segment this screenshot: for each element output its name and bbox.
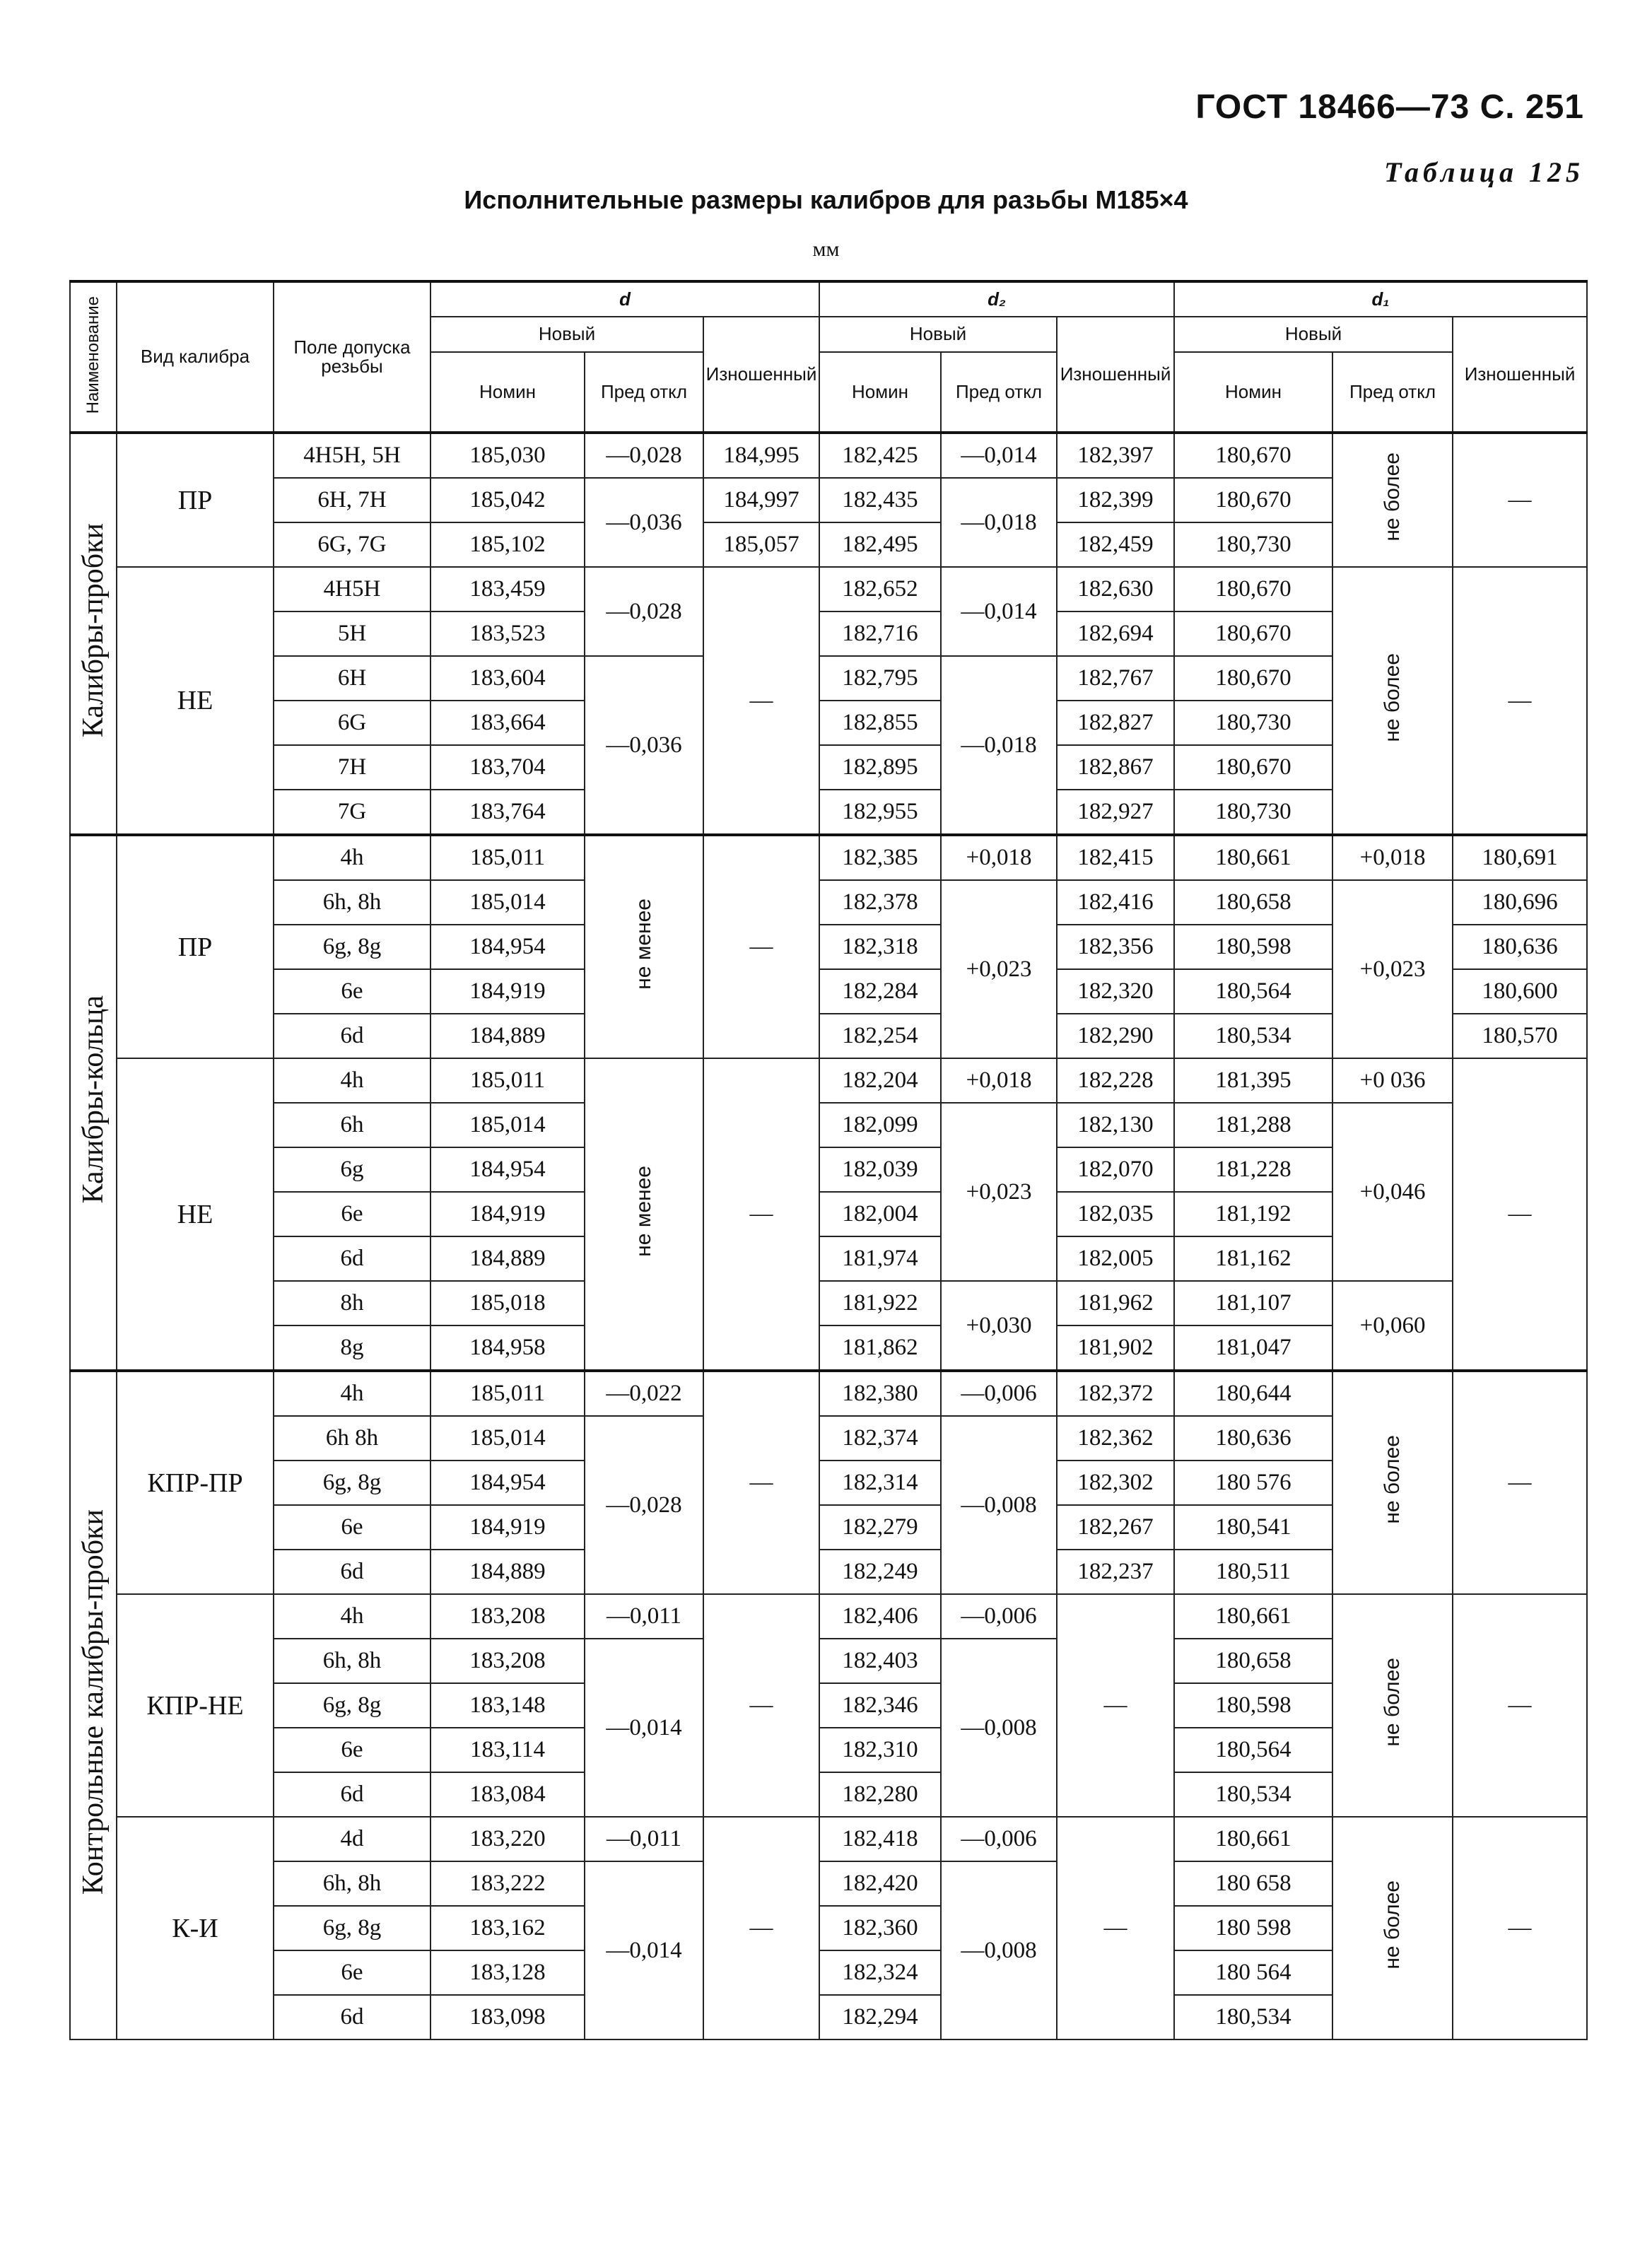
col-d2-nom: Номин [819, 352, 941, 433]
d-nom: 183,664 [430, 701, 585, 745]
pole-cell: 6h, 8h [274, 1861, 430, 1906]
d-nom: 183,222 [430, 1861, 585, 1906]
pole-cell: 6g, 8g [274, 1683, 430, 1728]
table-row [70, 1817, 1587, 1861]
d2-nom: 182,420 [819, 1861, 941, 1906]
d2-worn: 182,415 [1057, 835, 1174, 880]
d-worn: — [703, 1594, 819, 1817]
d2-pred: —0,006 [941, 1371, 1057, 1416]
d2-nom: 182,406 [819, 1594, 941, 1639]
pole-cell: 8h [274, 1281, 430, 1325]
d-nom: 184,889 [430, 1550, 585, 1594]
table-row [70, 1281, 1587, 1325]
pole-cell: 6e [274, 1728, 430, 1772]
pole-cell: 7H [274, 745, 430, 790]
d1-worn: 180,636 [1453, 925, 1587, 969]
pole-cell: 6e [274, 969, 430, 1014]
d2-pred: —0,008 [941, 1639, 1057, 1817]
d1-worn: 180,691 [1453, 835, 1587, 880]
d-worn: 185,057 [703, 522, 819, 567]
d-pred: —0,011 [585, 1817, 703, 1861]
vid-label: К-И [117, 1817, 274, 2039]
d2-worn: 182,228 [1057, 1058, 1174, 1103]
col-d-pred: Пред откл [585, 352, 703, 433]
d1-nom: 180,658 [1174, 1639, 1332, 1683]
pole-cell: 6d [274, 1995, 430, 2039]
d1-nom: 181,047 [1174, 1325, 1332, 1371]
d1-nom: 181,192 [1174, 1192, 1332, 1236]
col-pole: Поле допуска резьбы [274, 281, 430, 433]
d2-nom: 181,974 [819, 1236, 941, 1281]
d2-nom: 182,374 [819, 1416, 941, 1461]
d-nom: 185,011 [430, 835, 585, 880]
col-d-nom: Номин [430, 352, 585, 433]
d1-nom: 180,644 [1174, 1371, 1332, 1416]
d-nom: 185,014 [430, 1103, 585, 1147]
d2-worn: 182,459 [1057, 522, 1174, 567]
col-vid: Вид калибра [117, 281, 274, 433]
d1-nom: 180,598 [1174, 1683, 1332, 1728]
d2-worn: — [1057, 1594, 1174, 1817]
d-nom: 183,208 [430, 1594, 585, 1639]
table-row [70, 1103, 1587, 1147]
d2-nom: 182,318 [819, 925, 941, 969]
d-pred: —0,028 [585, 1416, 703, 1594]
d2-pred: —0,014 [941, 433, 1057, 478]
table-number: Таблица 125 [1384, 156, 1584, 188]
d1-worn: — [1453, 1594, 1587, 1817]
d1-worn: — [1453, 1817, 1587, 2039]
d-nom: 184,958 [430, 1325, 585, 1371]
vid-label: ПР [117, 835, 274, 1058]
d1-nom: 181,107 [1174, 1281, 1332, 1325]
d-nom: 184,919 [430, 1192, 585, 1236]
d-nom: 184,954 [430, 925, 585, 969]
d2-pred: +0,023 [941, 880, 1057, 1058]
d2-worn: 181,962 [1057, 1281, 1174, 1325]
d2-worn: 182,302 [1057, 1461, 1174, 1505]
d-nom: 185,011 [430, 1371, 585, 1416]
d2-nom: 182,004 [819, 1192, 941, 1236]
d1-nom: 181,162 [1174, 1236, 1332, 1281]
d2-worn: 182,372 [1057, 1371, 1174, 1416]
d1-nom: 180,730 [1174, 701, 1332, 745]
pole-cell: 6g, 8g [274, 1461, 430, 1505]
pole-cell: 6h, 8h [274, 1639, 430, 1683]
col-d2-worn: Изношенный [1057, 317, 1174, 433]
table-row [70, 567, 1587, 611]
d1-nom: 180,670 [1174, 567, 1332, 611]
d-nom: 183,208 [430, 1639, 585, 1683]
d1-nom: 180,730 [1174, 790, 1332, 835]
vid-label: НЕ [117, 1058, 274, 1371]
pole-cell: 6G, 7G [274, 522, 430, 567]
d-nom: 183,604 [430, 656, 585, 701]
d1-nom: 180 658 [1174, 1861, 1332, 1906]
d-nom: 183,459 [430, 567, 585, 611]
col-d-worn: Изношенный [703, 317, 819, 433]
col-d: d [430, 281, 819, 317]
d1-nom: 180,564 [1174, 969, 1332, 1014]
d2-worn: 182,320 [1057, 969, 1174, 1014]
d2-pred: —0,006 [941, 1817, 1057, 1861]
d-nom: 185,014 [430, 1416, 585, 1461]
d2-worn: 181,902 [1057, 1325, 1174, 1371]
d1-nom: 180,598 [1174, 925, 1332, 969]
d1-worn: 180,696 [1453, 880, 1587, 925]
d1-worn: 180,600 [1453, 969, 1587, 1014]
d-worn: — [703, 1058, 819, 1371]
d2-worn: 182,130 [1057, 1103, 1174, 1147]
d2-nom: 182,855 [819, 701, 941, 745]
d2-pred: —0,006 [941, 1594, 1057, 1639]
d-nom: 184,954 [430, 1461, 585, 1505]
d-nom: 183,764 [430, 790, 585, 835]
vid-label: КПР-НЕ [117, 1594, 274, 1817]
d2-nom: 182,418 [819, 1817, 941, 1861]
d2-worn: 182,416 [1057, 880, 1174, 925]
pole-cell: 6d [274, 1772, 430, 1817]
calibers-table [69, 280, 1588, 2040]
d-pred: —0,022 [585, 1371, 703, 1416]
d-worn: 184,995 [703, 433, 819, 478]
d1-pred: +0,060 [1332, 1281, 1453, 1371]
pole-cell: 6d [274, 1236, 430, 1281]
d-nom: 185,042 [430, 478, 585, 522]
d2-nom: 182,895 [819, 745, 941, 790]
col-d1-new: Новый [1174, 317, 1453, 352]
d-worn: 184,997 [703, 478, 819, 522]
d1-nom: 180,661 [1174, 1594, 1332, 1639]
d2-pred: —0,008 [941, 1416, 1057, 1594]
pole-cell: 6e [274, 1505, 430, 1550]
d1-nom: 180,670 [1174, 478, 1332, 522]
d1-nom: 180 576 [1174, 1461, 1332, 1505]
d2-pred: +0,018 [941, 835, 1057, 880]
d2-worn: 182,694 [1057, 611, 1174, 656]
d2-nom: 182,380 [819, 1371, 941, 1416]
col-d1-nom: Номин [1174, 352, 1332, 433]
table-row [70, 1058, 1587, 1103]
d-nom: 183,114 [430, 1728, 585, 1772]
d-pred: —0,028 [585, 567, 703, 656]
pole-cell: 6H [274, 656, 430, 701]
d2-nom: 182,378 [819, 880, 941, 925]
d-worn: — [703, 1371, 819, 1594]
group-label: Контрольные калибры-пробки [70, 1371, 117, 2039]
d-nom: 183,148 [430, 1683, 585, 1728]
pole-cell: 4H5H, 5H [274, 433, 430, 478]
d2-pred: —0,018 [941, 656, 1057, 835]
d-nom: 184,889 [430, 1014, 585, 1058]
d2-nom: 182,385 [819, 835, 941, 880]
pole-cell: 5H [274, 611, 430, 656]
d1-nom: 180,670 [1174, 611, 1332, 656]
d2-worn: 182,035 [1057, 1192, 1174, 1236]
pole-cell: 8g [274, 1325, 430, 1371]
d1-nom: 181,228 [1174, 1147, 1332, 1192]
group-koltsa [70, 835, 1587, 1371]
d-worn: — [703, 1817, 819, 2039]
d2-nom: 182,279 [819, 1505, 941, 1550]
d-nom: 183,220 [430, 1817, 585, 1861]
d2-worn: 182,290 [1057, 1014, 1174, 1058]
d2-nom: 182,204 [819, 1058, 941, 1103]
d2-nom: 182,039 [819, 1147, 941, 1192]
col-d2-new: Новый [819, 317, 1057, 352]
d2-worn: 182,356 [1057, 925, 1174, 969]
d1-note: не более [1332, 1817, 1453, 2039]
pole-cell: 4h [274, 1058, 430, 1103]
d-pred-note: не менее [585, 1058, 703, 1371]
d1-worn: — [1453, 1371, 1587, 1594]
pole-cell: 6h 8h [274, 1416, 430, 1461]
table-header [70, 281, 1587, 433]
table-row [70, 1594, 1587, 1639]
d-nom: 184,919 [430, 969, 585, 1014]
d2-worn: 182,005 [1057, 1236, 1174, 1281]
d2-worn: 182,070 [1057, 1147, 1174, 1192]
d1-nom: 180,534 [1174, 1014, 1332, 1058]
d-nom: 183,128 [430, 1950, 585, 1995]
pole-cell: 6g, 8g [274, 1906, 430, 1950]
d1-nom: 180 564 [1174, 1950, 1332, 1995]
group-label: Калибры-кольца [70, 835, 117, 1371]
d1-nom: 181,395 [1174, 1058, 1332, 1103]
d2-worn: 182,267 [1057, 1505, 1174, 1550]
d2-nom: 182,310 [819, 1728, 941, 1772]
d2-nom: 182,403 [819, 1639, 941, 1683]
d-nom: 183,098 [430, 1995, 585, 2039]
d1-nom: 180,564 [1174, 1728, 1332, 1772]
d1-nom: 180,670 [1174, 656, 1332, 701]
d1-note: не более [1332, 1594, 1453, 1817]
d-nom: 184,889 [430, 1236, 585, 1281]
d-pred: —0,036 [585, 656, 703, 835]
d2-nom: 181,862 [819, 1325, 941, 1371]
d2-nom: 182,346 [819, 1683, 941, 1728]
d2-nom: 182,425 [819, 433, 941, 478]
table-row [70, 1371, 1587, 1416]
pole-cell: 7G [274, 790, 430, 835]
d-worn: — [703, 835, 819, 1058]
col-d-new: Новый [430, 317, 703, 352]
col-d2: d₂ [819, 281, 1174, 317]
pole-cell: 6H, 7H [274, 478, 430, 522]
d1-nom: 180,534 [1174, 1995, 1332, 2039]
group-probki [70, 433, 1587, 835]
d1-nom: 180,661 [1174, 1817, 1332, 1861]
d2-nom: 182,955 [819, 790, 941, 835]
d1-worn: — [1453, 567, 1587, 835]
d2-worn: 182,237 [1057, 1550, 1174, 1594]
d-nom: 185,018 [430, 1281, 585, 1325]
pole-cell: 4h [274, 1594, 430, 1639]
d2-nom: 182,284 [819, 969, 941, 1014]
vid-label: НЕ [117, 567, 274, 835]
d-nom: 183,523 [430, 611, 585, 656]
d1-nom: 180,670 [1174, 745, 1332, 790]
unit-label: мм [812, 238, 840, 261]
d-nom: 183,704 [430, 745, 585, 790]
d2-nom: 182,795 [819, 656, 941, 701]
table-row [70, 880, 1587, 925]
col-d1-pred: Пред откл [1332, 352, 1453, 433]
d2-worn: 182,867 [1057, 745, 1174, 790]
pole-cell: 6g, 8g [274, 925, 430, 969]
d1-note: не более [1332, 567, 1453, 835]
gost-header: ГОСТ 18466—73 С. 251 [1195, 88, 1584, 126]
col-d2-pred: Пред откл [941, 352, 1057, 433]
d1-worn: — [1453, 1058, 1587, 1371]
d2-pred: —0,014 [941, 567, 1057, 656]
d2-nom: 182,254 [819, 1014, 941, 1058]
d-pred: —0,028 [585, 433, 703, 478]
d2-pred: —0,008 [941, 1861, 1057, 2039]
pole-cell: 4H5H [274, 567, 430, 611]
d2-worn: — [1057, 1817, 1174, 2039]
pole-cell: 6h [274, 1103, 430, 1147]
d2-nom: 182,495 [819, 522, 941, 567]
d-nom: 184,954 [430, 1147, 585, 1192]
d1-note: не более [1332, 1371, 1453, 1594]
d1-nom: 180,730 [1174, 522, 1332, 567]
pole-cell: 4h [274, 835, 430, 880]
d2-worn: 182,630 [1057, 567, 1174, 611]
d1-worn: — [1453, 433, 1587, 567]
pole-cell: 6G [274, 701, 430, 745]
d2-pred: +0,018 [941, 1058, 1057, 1103]
d2-nom: 181,922 [819, 1281, 941, 1325]
d-worn: — [703, 567, 819, 835]
d1-nom: 180,658 [1174, 880, 1332, 925]
pole-cell: 6d [274, 1550, 430, 1594]
d1-nom: 180,661 [1174, 835, 1332, 880]
d2-nom: 182,314 [819, 1461, 941, 1505]
d1-pred: +0,046 [1332, 1103, 1453, 1281]
pole-cell: 6h, 8h [274, 880, 430, 925]
d-nom: 183,162 [430, 1906, 585, 1950]
d2-nom: 182,324 [819, 1950, 941, 1995]
d2-nom: 182,249 [819, 1550, 941, 1594]
table-row [70, 433, 1587, 478]
d1-nom: 180,511 [1174, 1550, 1332, 1594]
d-pred-note: не менее [585, 835, 703, 1058]
d1-pred: +0,023 [1332, 880, 1453, 1058]
col-d1: d₁ [1174, 281, 1587, 317]
d1-nom: 180 598 [1174, 1906, 1332, 1950]
d2-nom: 182,280 [819, 1772, 941, 1817]
d1-nom: 180,636 [1174, 1416, 1332, 1461]
d-pred: —0,014 [585, 1861, 703, 2039]
d1-nom: 180,534 [1174, 1772, 1332, 1817]
d1-pred: +0 036 [1332, 1058, 1453, 1103]
d1-nom: 180,541 [1174, 1505, 1332, 1550]
group-kontrol [70, 1371, 1587, 2039]
d-nom: 185,014 [430, 880, 585, 925]
d1-nom: 181,288 [1174, 1103, 1332, 1147]
vid-label: КПР-ПР [117, 1371, 274, 1594]
d2-nom: 182,294 [819, 1995, 941, 2039]
col-d1-worn: Изношенный [1453, 317, 1587, 433]
d-nom: 185,011 [430, 1058, 585, 1103]
pole-cell: 6e [274, 1192, 430, 1236]
d1-pred: +0,018 [1332, 835, 1453, 880]
pole-cell: 6d [274, 1014, 430, 1058]
d-nom: 185,030 [430, 433, 585, 478]
d2-nom: 182,360 [819, 1906, 941, 1950]
d-pred: —0,011 [585, 1594, 703, 1639]
d2-nom: 182,716 [819, 611, 941, 656]
d2-nom: 182,652 [819, 567, 941, 611]
pole-cell: 6e [274, 1950, 430, 1995]
pole-cell: 4h [274, 1371, 430, 1416]
d2-worn: 182,397 [1057, 433, 1174, 478]
col-naim: Наименование [70, 281, 117, 433]
d2-worn: 182,767 [1057, 656, 1174, 701]
d2-pred: +0,023 [941, 1103, 1057, 1281]
d2-pred: +0,030 [941, 1281, 1057, 1371]
d-pred: —0,014 [585, 1639, 703, 1817]
d2-worn: 182,927 [1057, 790, 1174, 835]
table-title: Исполнительные размеры калибров для разьбы М185×4 [464, 185, 1188, 214]
d1-nom: 180,670 [1174, 433, 1332, 478]
d2-nom: 182,435 [819, 478, 941, 522]
d2-nom: 182,099 [819, 1103, 941, 1147]
d2-worn: 182,399 [1057, 478, 1174, 522]
table-row [70, 835, 1587, 880]
d-nom: 184,919 [430, 1505, 585, 1550]
d-nom: 183,084 [430, 1772, 585, 1817]
d2-worn: 182,362 [1057, 1416, 1174, 1461]
d1-note: не более [1332, 433, 1453, 567]
d-pred: —0,036 [585, 478, 703, 567]
d2-worn: 182,827 [1057, 701, 1174, 745]
d1-worn: 180,570 [1453, 1014, 1587, 1058]
d2-pred: —0,018 [941, 478, 1057, 567]
pole-cell: 6g [274, 1147, 430, 1192]
vid-label: ПР [117, 433, 274, 567]
group-label: Калибры-пробки [70, 433, 117, 835]
d-nom: 185,102 [430, 522, 585, 567]
pole-cell: 4d [274, 1817, 430, 1861]
